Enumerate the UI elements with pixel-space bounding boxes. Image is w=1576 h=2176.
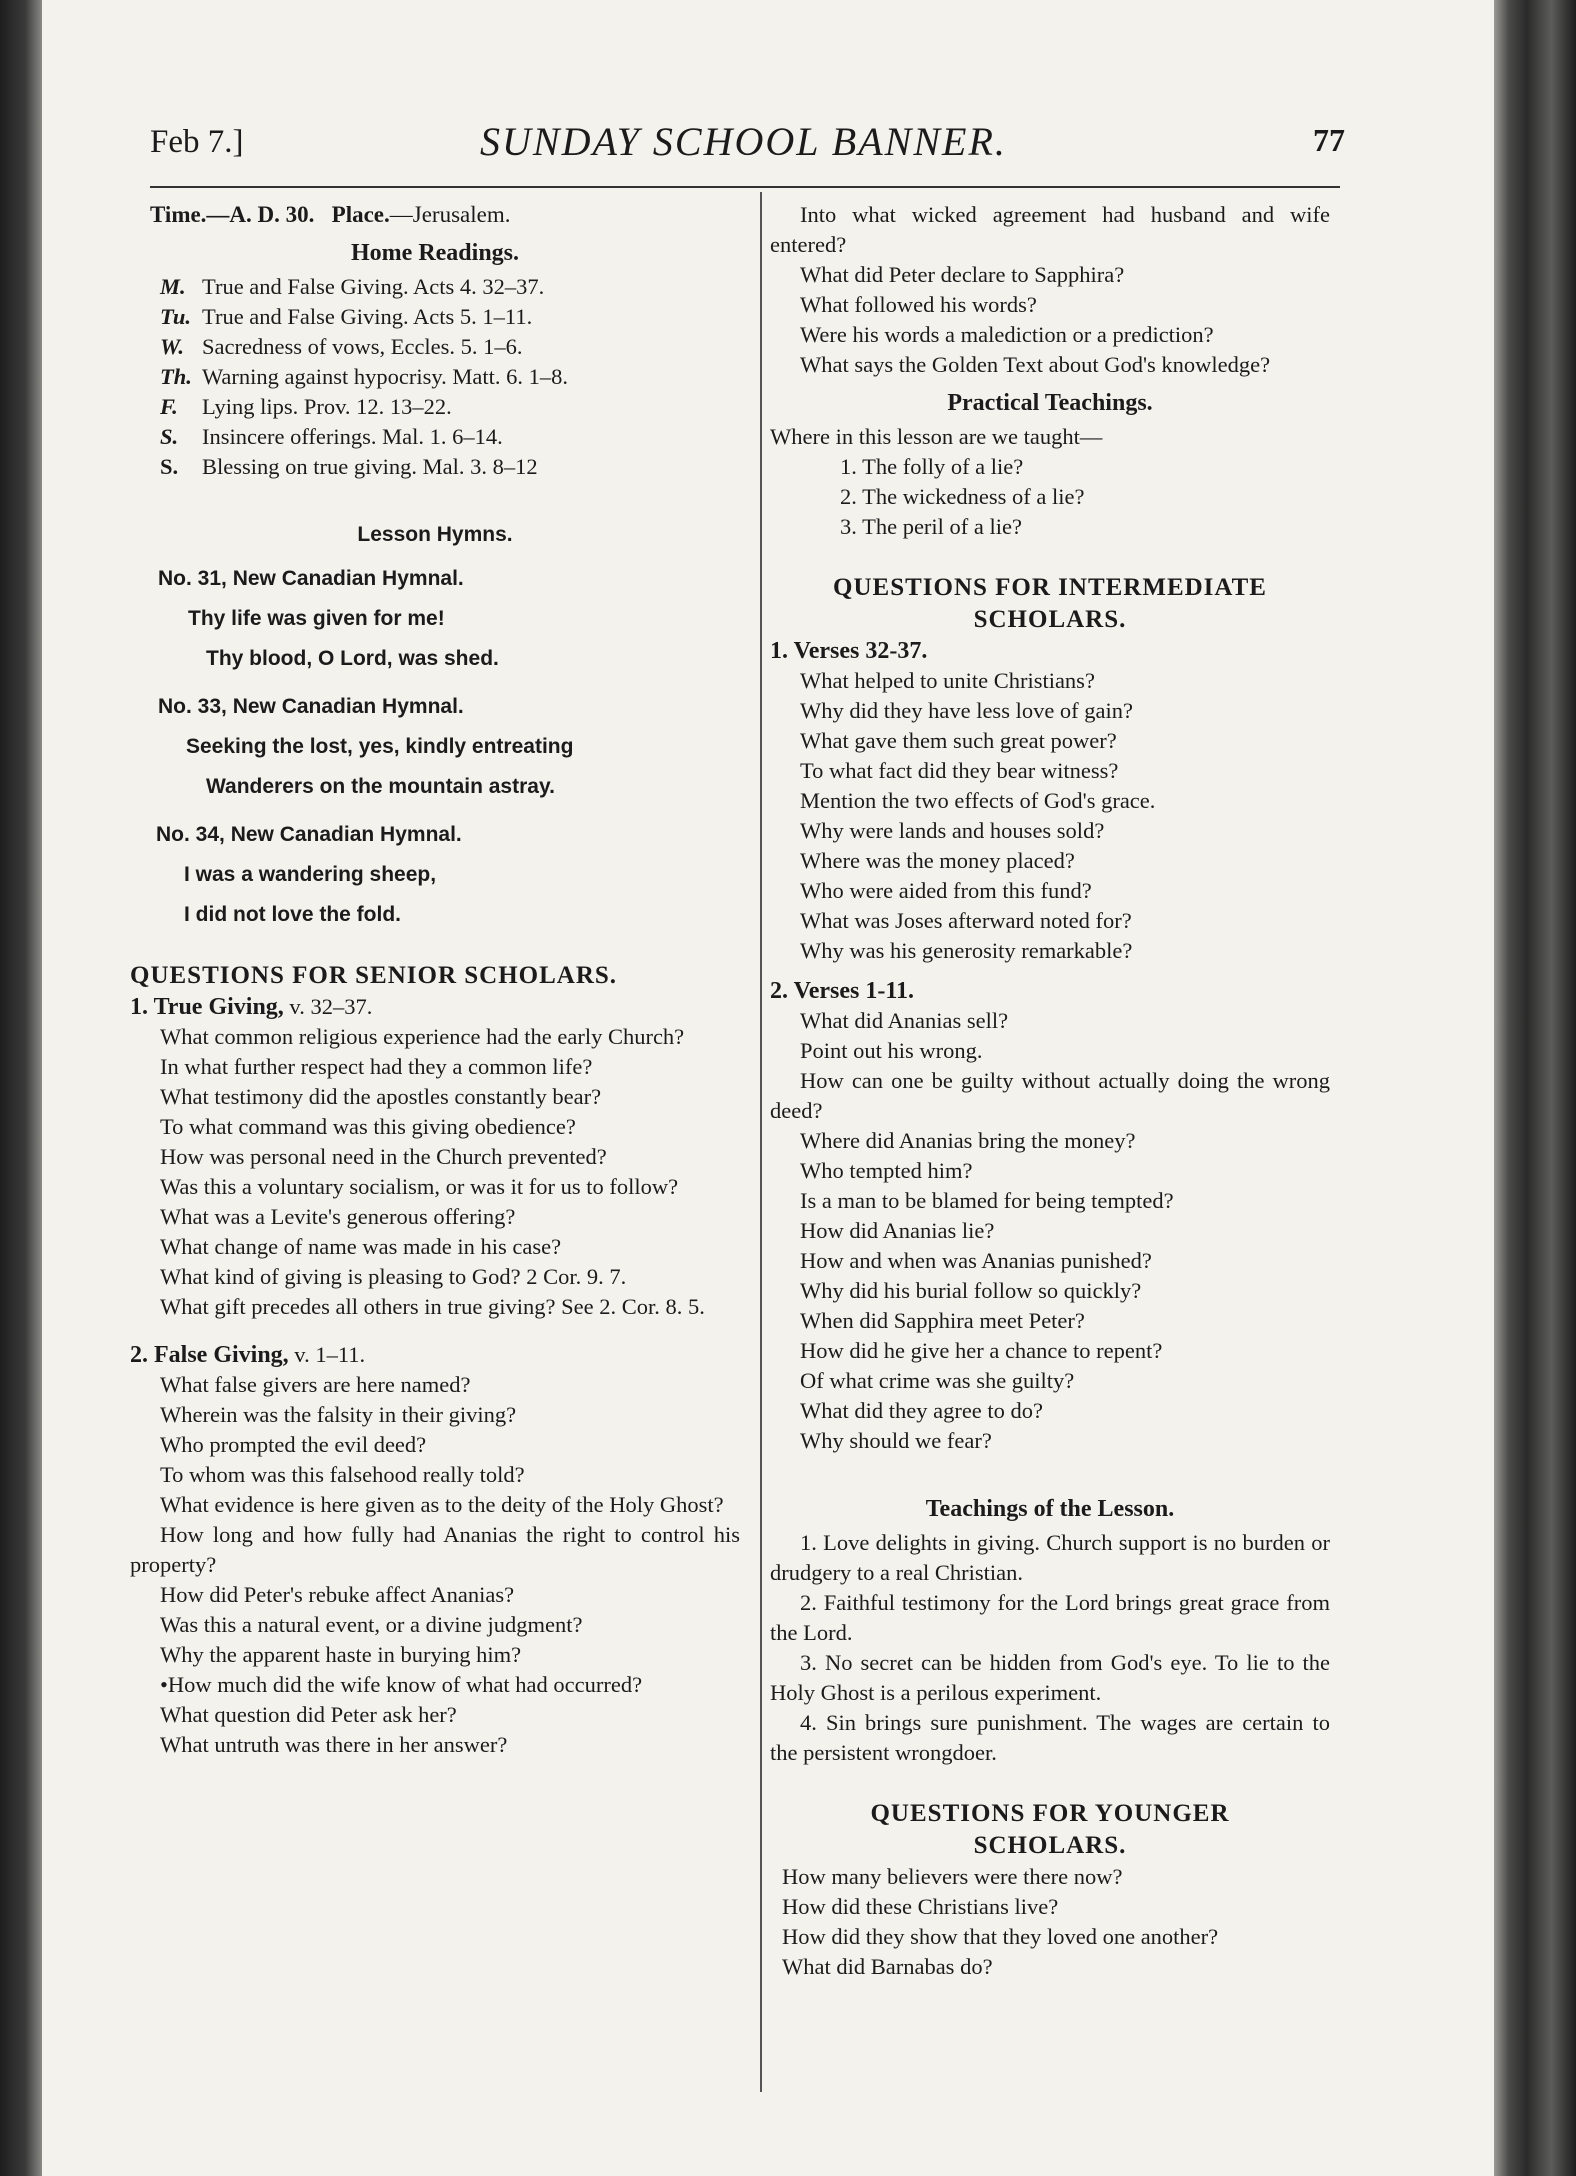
text-line: Thy life was given for me!	[188, 607, 445, 630]
question: What did they agree to do?	[800, 1398, 1044, 1423]
senior-section1-questions	[130, 1022, 740, 1322]
question: When did Sapphira meet Peter?	[800, 1308, 1085, 1333]
text-line: True and False Giving. Acts 4. 32–37.	[202, 274, 545, 299]
text-line: v. 1–11.	[288, 1342, 366, 1367]
reading-item	[130, 422, 740, 452]
place-value: —Jerusalem.	[389, 202, 511, 227]
question: Were his words a malediction or a prediction?	[800, 322, 1214, 347]
text-line: Tu.	[160, 304, 192, 329]
senior-heading: QUESTIONS FOR SENIOR SCHOLARS.	[130, 962, 618, 989]
question: How and when was Ananias punished?	[800, 1248, 1152, 1273]
question: What false givers are here named?	[160, 1372, 471, 1397]
left-column	[130, 200, 740, 1760]
text-line: I did not love the fold.	[184, 903, 401, 926]
text-line: Thy blood, O Lord, was shed.	[206, 647, 499, 670]
question: What followed his words?	[800, 292, 1037, 317]
running-header	[150, 118, 1345, 178]
text-line: W.	[160, 334, 184, 359]
intermediate-heading	[770, 572, 1330, 636]
place-label: Place.	[331, 202, 390, 227]
question: What helped to unite Christians?	[800, 668, 1095, 693]
text-line: No. 34, New Canadian Hymnal.	[156, 823, 462, 846]
right-column	[770, 200, 1330, 1982]
text-line: QUESTIONS FOR YOUNGER	[870, 1800, 1230, 1827]
question: Why did his burial follow so quickly?	[800, 1278, 1142, 1303]
home-readings-heading: Home Readings.	[351, 240, 519, 266]
teaching-item: 2. Faithful testimony for the Lord brings great grace from the Lord.	[770, 1590, 1330, 1645]
reading-item	[130, 302, 740, 332]
question: What says the Golden Text about God's knowledge?	[800, 352, 1271, 377]
practical-item: 2. The wickedness of a lie?	[840, 484, 1085, 509]
time-label: Time.—A. D. 30.	[150, 202, 315, 227]
practical-intro: Where in this lesson are we taught—	[770, 424, 1103, 449]
question: Why the apparent haste in burying him?	[160, 1642, 522, 1667]
question: Where was the money placed?	[800, 848, 1075, 873]
question: What testimony did the apostles constantly bear?	[160, 1084, 602, 1109]
home-readings-list	[130, 272, 740, 482]
question: Into what wicked agreement had husband and wife entered?	[770, 202, 1330, 257]
question: Why was his generosity remarkable?	[800, 938, 1133, 963]
question: Where did Ananias bring the money?	[800, 1128, 1136, 1153]
text-line: Insincere offerings. Mal. 1. 6–14.	[202, 424, 503, 449]
question: What was Joses afterward noted for?	[800, 908, 1132, 933]
text-line: S.	[160, 454, 179, 479]
question: How did these Christians live?	[782, 1894, 1059, 1919]
question: Who were aided from this fund?	[800, 878, 1092, 903]
text-line: Blessing on true giving. Mal. 3. 8–12	[202, 454, 538, 479]
reading-item	[130, 452, 740, 482]
reading-item	[130, 392, 740, 422]
intermediate-section1-title: 1. Verses 32-37.	[770, 638, 928, 664]
text-line: S.	[160, 424, 179, 449]
text-line: M.	[160, 274, 186, 299]
time-place-line	[130, 200, 740, 230]
question: Why did they have less love of gain?	[800, 698, 1134, 723]
text-line: No. 31, New Canadian Hymnal.	[158, 567, 464, 590]
question: Point out his wrong.	[800, 1038, 983, 1063]
question: How was personal need in the Church prevented?	[160, 1144, 607, 1169]
question: How many believers were there now?	[782, 1864, 1123, 1889]
teaching-item: 3. No secret can be hidden from God's eye. To lie to the Holy Ghost is a perilous experiment.	[770, 1650, 1330, 1705]
teachings-list	[770, 1528, 1330, 1768]
question: What question did Peter ask her?	[160, 1702, 457, 1727]
question: How did he give her a chance to repent?	[800, 1338, 1163, 1363]
text-line: SCHOLARS.	[973, 606, 1127, 633]
question: What gift precedes all others in true giving? See 2. Cor. 8. 5.	[160, 1294, 705, 1319]
reading-item	[130, 362, 740, 392]
column-divider	[760, 192, 762, 2092]
text-line: Th.	[160, 364, 192, 389]
header-title: SUNDAY SCHOOL BANNER.	[480, 119, 1007, 164]
intermediate-section2-questions	[770, 1006, 1330, 1456]
question: How can one be guilty without actually doing the wrong deed?	[770, 1068, 1330, 1123]
reading-item	[130, 272, 740, 302]
lesson-hymns-heading: Lesson Hymns.	[357, 523, 513, 546]
intermediate-section1-questions	[770, 666, 1330, 966]
question: What change of name was made in his case?	[160, 1234, 562, 1259]
question: To what fact did they bear witness?	[800, 758, 1119, 783]
question: What evidence is here given as to the deity of the Holy Ghost?	[160, 1492, 724, 1517]
text-line: Sacredness of vows, Eccles. 5. 1–6.	[202, 334, 523, 359]
younger-heading	[770, 1798, 1330, 1862]
text-line: QUESTIONS FOR INTERMEDIATE	[833, 574, 1267, 601]
younger-questions	[770, 1862, 1330, 1982]
book-binding-right	[1494, 0, 1576, 2176]
text-line: v. 32–37.	[283, 994, 373, 1019]
page-number: 77	[1313, 122, 1345, 158]
header-rule	[150, 186, 1340, 188]
continued-questions	[770, 200, 1330, 380]
text-line: Seeking the lost, yes, kindly entreating	[186, 735, 574, 758]
question: Who tempted him?	[800, 1158, 973, 1183]
question: How did Ananias lie?	[800, 1218, 995, 1243]
question: What did Barnabas do?	[782, 1954, 993, 1979]
reading-item	[130, 332, 740, 362]
question: What common religious experience had the early Church?	[160, 1024, 685, 1049]
question: To what command was this giving obedience?	[160, 1114, 576, 1139]
teachings-heading: Teachings of the Lesson.	[925, 1496, 1175, 1522]
text-line: No. 33, New Canadian Hymnal.	[158, 695, 464, 718]
senior-section2-title	[130, 1340, 740, 1370]
practical-item: 3. The peril of a lie?	[840, 514, 1023, 539]
hymn-block	[130, 564, 740, 930]
book-binding-left	[0, 0, 42, 2176]
text-line: F.	[160, 394, 178, 419]
text-line: True and False Giving. Acts 5. 1–11.	[202, 304, 533, 329]
question: Why should we fear?	[800, 1428, 992, 1453]
text-line: 2. False Giving,	[130, 1342, 289, 1368]
question: How did they show that they loved one another?	[782, 1924, 1219, 1949]
question: How did Peter's rebuke affect Ananias?	[160, 1582, 515, 1607]
question: Was this a natural event, or a divine judgment?	[160, 1612, 583, 1637]
question: To whom was this falsehood really told?	[160, 1462, 525, 1487]
text-line: Warning against hypocrisy. Matt. 6. 1–8.	[202, 364, 569, 389]
intermediate-section2-title: 2. Verses 1-11.	[770, 978, 914, 1004]
question: How long and how fully had Ananias the right to control his property?	[130, 1522, 740, 1577]
senior-section2-questions	[130, 1370, 740, 1760]
question: Mention the two effects of God's grace.	[800, 788, 1156, 813]
teaching-item: 1. Love delights in giving. Church support is no burden or drudgery to a real Christian.	[770, 1530, 1330, 1585]
text-line: I was a wandering sheep,	[184, 863, 437, 886]
question: Is a man to be blamed for being tempted?	[800, 1188, 1174, 1213]
question: •How much did the wife know of what had occurred?	[160, 1672, 643, 1697]
question: What gave them such great power?	[800, 728, 1117, 753]
question: What did Peter declare to Sapphira?	[800, 262, 1125, 287]
question: What untruth was there in her answer?	[160, 1732, 508, 1757]
practical-heading: Practical Teachings.	[947, 390, 1153, 416]
question: Why were lands and houses sold?	[800, 818, 1105, 843]
teaching-item: 4. Sin brings sure punishment. The wages are certain to the persistent wrongdoer.	[770, 1710, 1330, 1765]
question: Of what crime was she guilty?	[800, 1368, 1075, 1393]
practical-item: 1. The folly of a lie?	[840, 454, 1024, 479]
senior-section1-title	[130, 992, 740, 1022]
question: Who prompted the evil deed?	[160, 1432, 427, 1457]
text-line: Wanderers on the mountain astray.	[206, 775, 555, 798]
question: Was this a voluntary socialism, or was it for us to follow?	[160, 1174, 679, 1199]
text-line: Lying lips. Prov. 12. 13–22.	[202, 394, 452, 419]
question: What kind of giving is pleasing to God? 2 Cor. 9. 7.	[160, 1264, 627, 1289]
text-line: 1. True Giving,	[130, 994, 284, 1020]
header-date: Feb 7.]	[150, 124, 244, 160]
question: Wherein was the falsity in their giving?	[160, 1402, 517, 1427]
question: In what further respect had they a common life?	[160, 1054, 593, 1079]
question: What was a Levite's generous offering?	[160, 1204, 516, 1229]
text-line: SCHOLARS.	[973, 1832, 1127, 1859]
question: What did Ananias sell?	[800, 1008, 1009, 1033]
